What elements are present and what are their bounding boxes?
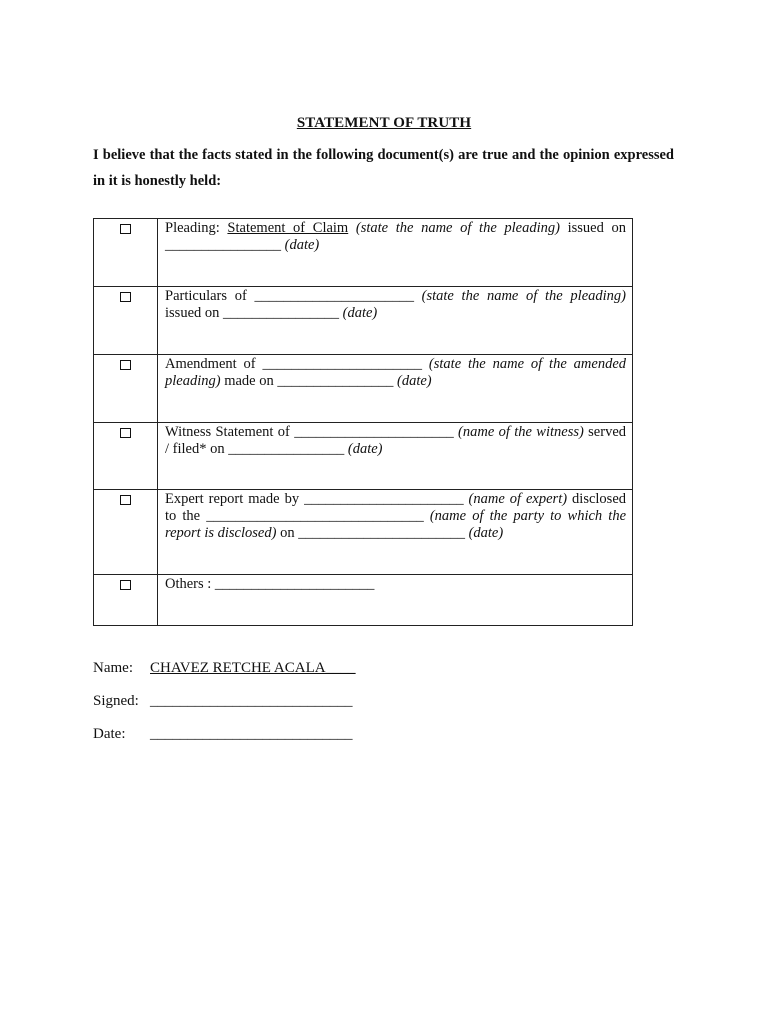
table-row-amendment <box>94 355 633 423</box>
row-text-particulars: Particulars of ______________________ (state the name of the pleading) issued on ________________ (date) <box>165 288 626 321</box>
checkbox-particulars[interactable] <box>120 292 131 302</box>
signed-field[interactable]: ___________________________ <box>150 693 353 709</box>
checkbox-amendment[interactable] <box>120 360 131 370</box>
row-text-pleading: Pleading: Statement of Claim (state the name of the pleading) issued on ________________ (date) <box>165 220 626 253</box>
intro-statement: I believe that the facts stated in the following document(s) are true and the opinion expressed in it is honestly held: <box>93 147 674 189</box>
signed-line <box>93 691 353 711</box>
name-line <box>93 658 356 678</box>
name-label: Name: <box>93 660 133 676</box>
table-row-particulars <box>94 287 633 355</box>
name-value[interactable]: CHAVEZ RETCHE ACALA____ <box>150 660 356 676</box>
checkbox-others[interactable] <box>120 580 131 590</box>
row-text-others: Others : ______________________ <box>165 576 375 592</box>
table-row-expert-report <box>94 490 633 575</box>
signed-label: Signed: <box>93 693 139 709</box>
document-type-table <box>93 218 633 626</box>
row-text-witness-statement: Witness Statement of ______________________ (name of the witness) served / filed* on ________________ (date) <box>165 424 627 457</box>
date-line <box>93 724 353 744</box>
checkbox-pleading[interactable] <box>120 224 131 234</box>
checkbox-expert-report[interactable] <box>120 495 131 505</box>
date-field[interactable]: ___________________________ <box>150 726 353 742</box>
row-text-expert-report: Expert report made by ______________________ (name of expert) disclosed to the ______________________________ (name of the party to which the report is disclosed) on _______________________ (date) <box>165 491 627 541</box>
table-row-pleading <box>94 219 633 287</box>
checkbox-witness-statement[interactable] <box>120 428 131 438</box>
date-label: Date: <box>93 726 126 742</box>
row-text-amendment: Amendment of ______________________ (state the name of the amended pleading) made on ________________ (date) <box>165 356 626 389</box>
table-row-others <box>94 575 633 626</box>
table-row-witness-statement <box>94 423 633 490</box>
document-title: STATEMENT OF TRUTH <box>296 115 472 131</box>
